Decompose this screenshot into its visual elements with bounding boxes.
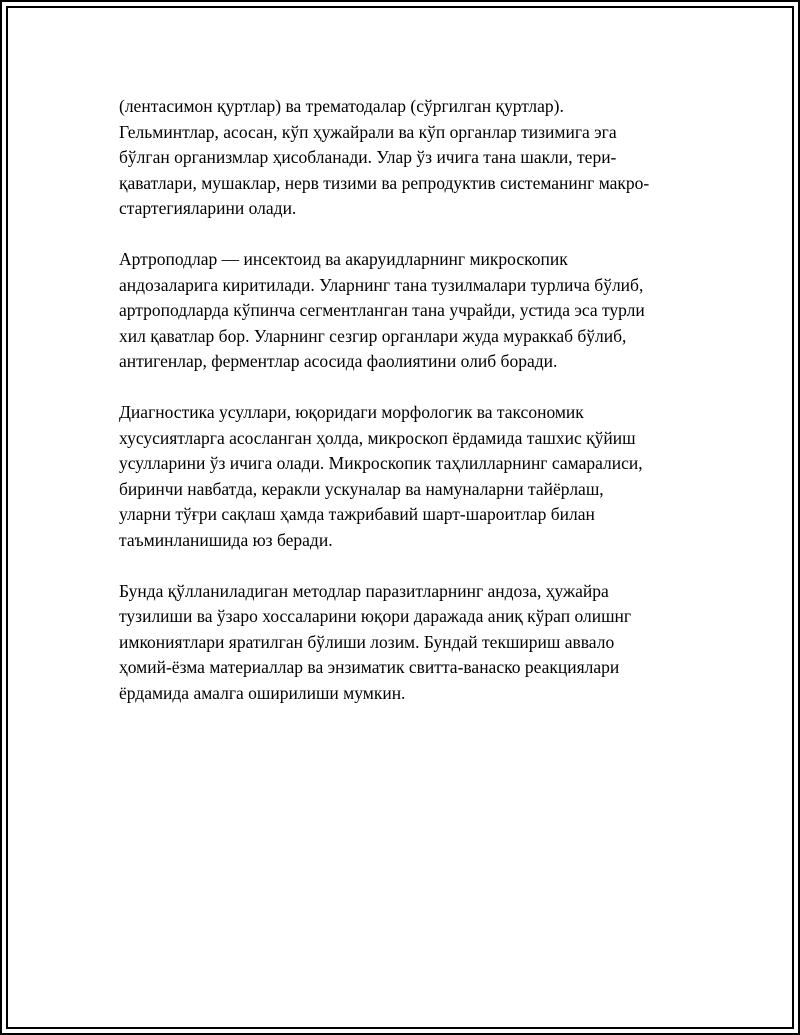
text-line: хил қаватлар бор. Уларнинг сезгир органлари жуда мураккаб бўлиб, [119, 325, 627, 346]
text-line: Диагностика усуллари, юқоридаги морфологик ва таксономик [119, 402, 584, 422]
paragraph-4 [119, 579, 719, 707]
text-line: стартегияларини олади. [119, 198, 297, 218]
text-line: антигенлар, ферментлар асосида фаолиятини олиб боради. [119, 351, 558, 371]
text-line: ҳомий-ёзма материаллар ва энзиматик свитта-ванаско реакциялари [119, 657, 620, 677]
paragraph-1 [119, 94, 719, 222]
paragraph-2 [119, 247, 719, 375]
paragraph-3 [119, 400, 719, 553]
text-line: биринчи навбатда, керакли ускуналар ва намуналарни тайёрлаш, [119, 478, 604, 499]
text-line: тузилиши ва ўзаро хоссаларини юқори даражада аниқ кўрап олишнг [119, 606, 632, 626]
text-line: бўлган организмлар ҳисобланади. Улар ўз ичига тана шакли, тери- [119, 147, 617, 167]
text-line: Бунда қўлланиладиган методлар паразитларнинг андоза, ҳужайра [119, 580, 609, 601]
text-line: артроподларда кўпинча сегментланган тана учрайди, устида эса турли [119, 300, 645, 320]
text-line: ёрдамида амалга оширилиши мумкин. [119, 682, 406, 703]
text-line: уларни тўғри сақлаш ҳамда тажрибавий шарт-шароитлар билан [119, 504, 595, 524]
text-line: Артроподлар — инсектоид ва акаруидларнинг микроскопик [119, 249, 568, 269]
text-line: усулларини ўз ичига олади. Микроскопик таҳлилларнинг самаралиси, [119, 453, 643, 473]
text-line: хусусиятларга асосланган ҳолда, микроскоп ёрдамида ташхис қўйиш [119, 427, 636, 448]
document-body [119, 94, 719, 732]
text-line: таъминланишида юз беради. [119, 529, 333, 550]
text-line: андозаларига киритилади. Уларнинг тана тузилмалари турлича бўлиб, [119, 274, 644, 295]
text-line: имкониятлари яратилган бўлиши лозим. Бундай текшириш аввало [119, 631, 615, 652]
text-line: Гельминтлар, асосан, кўп ҳужайрали ва кўп органлар тизимига эга [119, 121, 617, 142]
text-line: (лентасимон қуртлар) ва трематодалар (сўргилган қуртлар). [119, 96, 564, 116]
text-line: қаватлари, мушаклар, нерв тизими ва репродуктив системанинг макро- [119, 172, 650, 193]
